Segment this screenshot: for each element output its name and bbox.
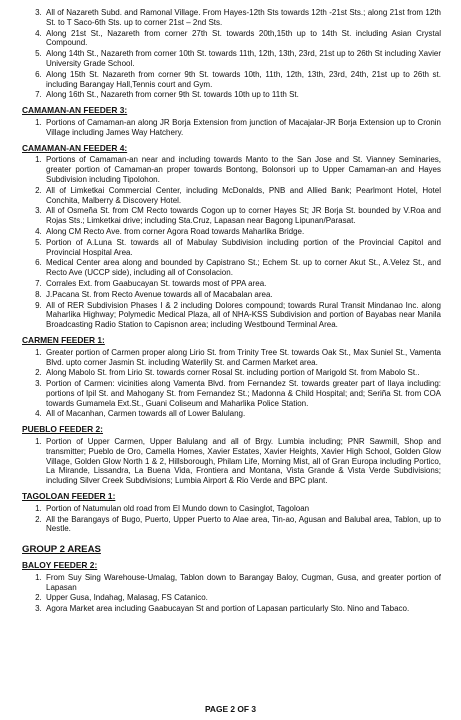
- area-list-item: 3. Agora Market area including Gaabucayan St and portion of Lapasan particularly Sto. Nino and Tabaco.: [44, 604, 441, 614]
- feeder-area-list: [22, 155, 441, 330]
- area-list-item: 6. Medical Center area along and bounded by Capistrano St.; Echem St. up to corner Akut St., A.Velez St., and Recto Ave (UCCP side), including all of Consolacion.: [44, 258, 441, 278]
- area-list-item: 7. Along 16th St., Nazareth from corner 9th St. towards 10th up to 11th St.: [44, 90, 441, 100]
- feeder-area-list: [22, 348, 441, 420]
- feeder-heading: TAGOLOAN FEEDER 1:: [22, 491, 116, 502]
- area-list-item: 1. Portion of Upper Carmen, Upper Balulang and all of Brgy. Lumbia including; PNR Sawmill, Shop and transmitter; Pueblo de Oro, Camella Homes, Xavier Estates, Xavier Heights, Xavier High School, Golden Glow Village, Golden Glow North 1 & 2, Hillsborough, Philam Life, Morning Mist, all of Gran Europa including Portico, La Mirande, Lissandra, La Buena Vida, Frontiera and Montana, Vista Grande & Vista Verde Subdivisions; including Silver Creek Subdivisions; Lumbia Airport & Rio Verde and BPC plant.: [44, 437, 441, 486]
- feeder-heading: PUEBLO FEEDER 2:: [22, 424, 103, 435]
- area-list-item: 4. All of Macanhan, Carmen towards all of Lower Balulang.: [44, 409, 441, 419]
- area-list-item: 1. Portions of Camaman-an near and including towards Manto to the San Jose and St. Vianney Seminaries, greater portion of Camaman-an proper towards Bontong, Bolonsori up to Upper Camaman-an and Hayes Subdivision including Tipolohon.: [44, 155, 441, 184]
- feeder-area-list: [22, 504, 441, 534]
- feeder-heading: CAMAMAN-AN FEEDER 4:: [22, 142, 128, 153]
- area-list-item: 8. J.Pacana St. from Recto Avenue towards all of Macabalan area.: [44, 290, 441, 300]
- area-list-item: 9. All of RER Subdivision Phases I & 2 including Dolores compound; towards Rural Transit Mindanao Inc. along Maharlika Highway; Polymedic Medical Plaza, all of NHA-KSS Subdivision and portion of Bayabas near Manila Broadcasting Radio Station to Capisnon area; including Westbound Terminal Area.: [44, 301, 441, 330]
- area-list-item: 3. All of Nazareth Subd. and Ramonal Village. From Hayes-12th Sts towards 12th -21st Sts.; along 21st from 12th St. to T Saco-6th Sts. up to corner 21st – 2nd Sts.: [44, 8, 441, 28]
- area-list-item: 7. Corrales Ext. from Gaabucayan St. towards most of PPA area.: [44, 279, 441, 289]
- area-list-item: 1. Greater portion of Carmen proper along Lirio St. from Trinity Tree St. towards Oak St., Max Suniel St., Vamenta Blvd. upto corner Jasmin St. including Waterlily St. and Carmen Market area.: [44, 348, 441, 368]
- area-list-item: 5. Portion of A.Luna St. towards all of Mabulay Subdivision including portion of the Provincial Capitol and Provincial Hospital Area.: [44, 238, 441, 258]
- area-list-item: 1. Portions of Camaman-an along JR Borja Extension from junction of Macajalar-JR Borja Extension up to Cronin Village including James Way Hatchery.: [44, 118, 441, 138]
- area-list-item: 4. Along 21st St., Nazareth from corner 27th St. towards 20th,15th up to 14th St. including Asian Crystal Compound.: [44, 29, 441, 49]
- area-list-item: 2. Upper Gusa, Indahag, Malasag, FS Catanico.: [44, 593, 441, 603]
- area-list-item: 2. All the Barangays of Bugo, Puerto, Upper Puerto to Alae area, Tin-ao, Agusan and Balubal area, Tablon, up to Nestle.: [44, 515, 441, 535]
- baloy-feeder-2-list: [22, 573, 441, 614]
- group-2-heading: GROUP 2 AREAS: [22, 544, 101, 556]
- area-list-item: 5. Along 14th St., Nazareth from corner 10th St. towards 11th, 12th, 13th, 23rd, 21st up to 26th St including Xavier University Grade School.: [44, 49, 441, 69]
- nazareth-area-list: [22, 8, 441, 100]
- page-number: PAGE 2 OF 3: [204, 704, 257, 715]
- area-list-item: 1. From Suy Sing Warehouse-Umalag, Tablon down to Barangay Baloy, Cugman, Gusa, and greater portion of Lapasan: [44, 573, 441, 593]
- area-list-item: 2. Along Mabolo St. from Lirio St. towards corner Rosal St. including portion of Marigold St. from Mabolo St..: [44, 368, 441, 378]
- feeder-heading: CAMAMAN-AN FEEDER 3:: [22, 105, 128, 116]
- area-list-item: 2. All of Limketkai Commercial Center, including McDonalds, PNB and Allied Bank; Pearlmont Hotel, Hotel Conchita, Malberry & Discovery Hotel.: [44, 186, 441, 206]
- feeder-area-list: [22, 118, 441, 138]
- feeder-area-list: [22, 437, 441, 486]
- feeder-sections: [22, 106, 441, 534]
- area-list-item: 6. Along 15th St. Nazareth from corner 9th St. towards 10th, 11th, 12th, 13th, 23rd, 24th, 21st up to 26th st. including Barangay Hall,Tennis court and Gym.: [44, 70, 441, 90]
- area-list-item: 3. Portion of Carmen: vicinities along Vamenta Blvd. from Fernandez St. towards greater part of Ilaya including: portions of Ipil St. and Mahogany St. from Fernandez St.; Madonna & Child Hospital; and; Seriña St. from COA towards Gumamela Ext.St., Guani Coliseum and Maharlika Police Station.: [44, 379, 441, 408]
- area-list-item: 3. All of Osmeña St. from CM Recto towards Cogon up to corner Hayes St; JR Borja St. bounded by V.Roa and Rojas Sts.; Limketkai drive; including Sta.Cruz, Lapasan near Bagong Lipunan/Parasat.: [44, 206, 441, 226]
- area-list-item: 4. Along CM Recto Ave. from corner Agora Road towards Maharlika Bridge.: [44, 227, 441, 237]
- baloy-feeder-2-heading: BALOY FEEDER 2:: [22, 560, 98, 571]
- area-list-item: 1. Portion of Natumulan old road from El Mundo down to Casinglot, Tagoloan: [44, 504, 441, 514]
- feeder-heading: CARMEN FEEDER 1:: [22, 334, 105, 345]
